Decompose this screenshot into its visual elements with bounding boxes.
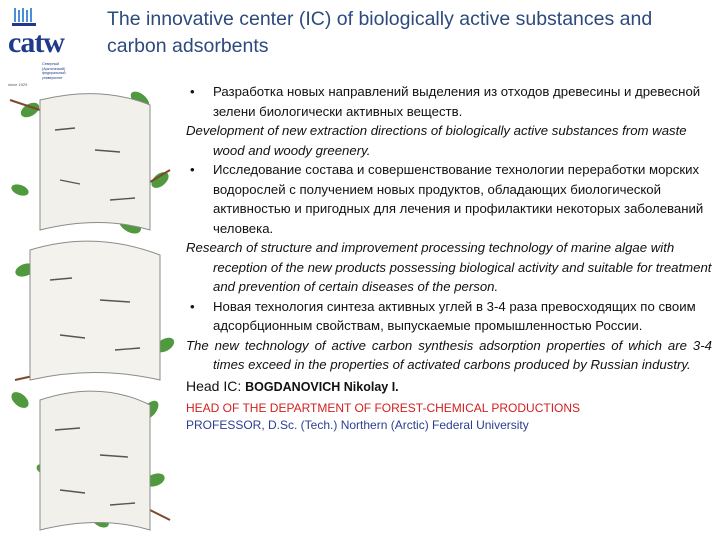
bullet-item-ru-2 — [186, 160, 712, 238]
item-en-2: Research of structure and improvement processing technology of marine algae with reception of the new products possessing biological activity and suitable for treatment and prevention of certain diseases of the person. — [186, 240, 712, 294]
bullet-item-ru-1 — [186, 82, 712, 121]
item-en-1: Development of new extraction directions of biologically active substances from waste wood and woody greenery. — [186, 123, 687, 158]
item-ru-text: Разработка новых направлений выделения из отходов древесины и древесной зелени биологически активных веществ. — [213, 84, 701, 119]
head-name: BOGDANOVICH Nikolay I. — [245, 379, 399, 394]
item-ru-text: Исследование состава и совершенствование технологии переработки морских водорослей с получением новых продуктов, обладающих биологической активностью и пригодных для лечения и профилактики некоторых заболеваний человека. — [213, 162, 704, 236]
professor-text: PROFESSOR, D.Sc. (Tech.) Northern (Arctic) Federal University — [186, 417, 529, 432]
content-body — [186, 82, 712, 433]
logo-wordmark: catw — [8, 26, 64, 59]
logo-year: since 1929 — [8, 82, 28, 87]
logo-mark-icon — [12, 8, 38, 28]
logo-subtext: Северный (Арктический) федеральный университет — [42, 62, 66, 80]
head-label: Head IC: — [186, 377, 246, 394]
slide-title: The innovative center (IC) of biologically active substances and carbon adsorbents — [107, 8, 653, 57]
head-line — [186, 377, 712, 398]
item-ru-text: Новая технология синтеза активных углей в 3-4 раза превосходящих по своим адсорбционным свойствам, выпускаемые промышленностью России. — [213, 298, 696, 333]
bullet-icon: • — [190, 162, 195, 177]
bullet-item-ru-3 — [186, 297, 712, 336]
bullet-icon: • — [190, 298, 195, 314]
item-en-3: The new technology of active carbon synthesis adsorption properties of which are 3-4 times exceed in the properties of activated carbons produced by Russian industry. — [186, 337, 712, 372]
birch-scroll-decoration — [0, 80, 180, 540]
birch-scroll — [30, 94, 160, 530]
department-text: HEAD OF THE DEPARTMENT OF FOREST-CHEMICAL PRODUCTIONS — [186, 401, 581, 415]
bullet-icon: • — [190, 84, 195, 99]
